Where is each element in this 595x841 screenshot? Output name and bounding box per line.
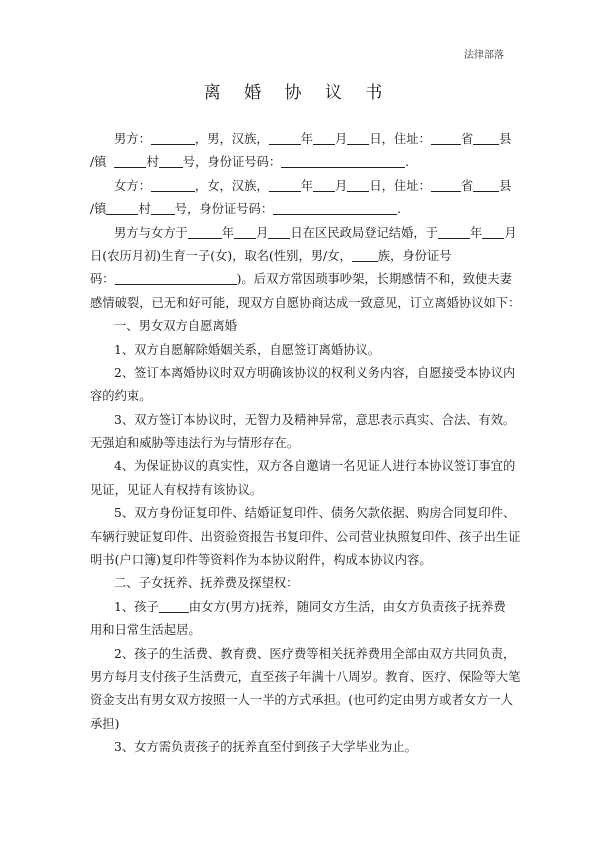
clause-1-3: 3、双方签订本协议时，无智力及精神异常，意思表示真实、合法、有效。 [114, 412, 516, 427]
blank-field[interactable] [159, 599, 189, 613]
man-info-line-2: /镇 村 号，身份证号码： . [90, 155, 410, 170]
blank-field[interactable] [159, 154, 183, 168]
marriage-line-3: 码： )。后双方常因琐事吵架，长期感情不和，致使夫妻 [90, 272, 512, 287]
clause-1-4-cont: 见证，见证人有权持有该协议。 [90, 482, 263, 497]
blank-field[interactable] [313, 131, 335, 145]
woman-info-line-2: /镇 村 号，身份证号码： . [90, 202, 402, 217]
clause-2-1: 1、孩子 由女方(男方)抚养，随同女方生活，由女方负责孩子抚养费 [114, 599, 506, 614]
blank-field[interactable] [151, 131, 195, 145]
blank-field[interactable] [438, 225, 470, 239]
clause-1-4: 4、为保证协议的真实性，双方各自邀请一名见证人进行本协议签订事宜的 [114, 459, 516, 474]
document-title: 离 婚 协 议 书 [203, 83, 392, 103]
id-number-field[interactable] [115, 271, 237, 285]
blank-field[interactable] [269, 178, 301, 192]
blank-field[interactable] [431, 131, 461, 145]
source-tag: 法律部落 [464, 50, 504, 61]
clause-2-2-cont: 承担) [90, 716, 120, 731]
clause-1-5-cont: 车辆行驶证复印件、出资验资报告书复印件、公司营业执照复印件、孩子出生证 [90, 529, 521, 544]
marriage-line-4: 感情破裂，已无和好可能，现双方自愿协商达成一致意见，订立离婚协议如下： [90, 295, 521, 310]
marriage-line-2: 日(农历月初)生育一子(女)，取名(性别，男/女， 族，身份证号 [90, 248, 452, 263]
clause-1-5-cont: 明书(户口簿)复印件等资料作为本协议附件，构成本协议内容。 [90, 553, 432, 568]
blank-field[interactable] [151, 178, 195, 192]
clause-1-3-cont: 无强迫和威胁等违法行为与情形存在。 [90, 436, 300, 451]
blank-field[interactable] [482, 225, 504, 239]
clause-2-2: 2、孩子的生活费、教育费、医疗费等相关抚养费用全部由双方共同负责， [114, 646, 516, 661]
blank-field[interactable] [347, 131, 369, 145]
clause-2-2-cont: 男方每月支付孩子生活费元，直至孩子年满十八周岁。教育、医疗、保险等大笔 [90, 669, 521, 684]
blank-field[interactable] [269, 131, 301, 145]
blank-field[interactable] [347, 178, 369, 192]
blank-field[interactable] [268, 225, 290, 239]
blank-field[interactable] [352, 248, 378, 262]
id-number-field[interactable] [281, 154, 405, 168]
blank-field[interactable] [431, 178, 461, 192]
blank-field[interactable] [473, 131, 499, 145]
woman-info-line-1: 女方： ，女，汉族， 年 月 日，住址： 省 县 [114, 178, 512, 193]
clause-2-2-cont: 资金支出有男女双方按照一人一半的方式承担。(也可约定由男方或者女方一人 [90, 693, 513, 708]
document-body [90, 128, 521, 760]
id-number-field[interactable] [273, 201, 397, 215]
blank-field[interactable] [188, 225, 222, 239]
section-1-heading: 一、男女双方自愿离婚 [114, 319, 237, 334]
clause-1-5: 5、双方身份证复印件、结婚证复印件、债务欠款依据、购房合同复印件、 [114, 506, 516, 521]
blank-field[interactable] [106, 201, 138, 215]
clause-1-1: 1、双方自愿解除婚姻关系，自愿签订离婚协议。 [114, 342, 381, 357]
blank-field[interactable] [114, 154, 146, 168]
section-2-heading: 二、子女抚养、抚养费及探望权： [114, 576, 299, 591]
blank-field[interactable] [473, 178, 499, 192]
blank-field[interactable] [234, 225, 256, 239]
man-info-line-1: 男方： ，男，汉族， 年 月 日，住址： 省 县 [114, 132, 512, 146]
marriage-line-1: 男方与女方于 年 月 日在区民政局登记结婚，于 年 月 [114, 225, 517, 240]
blank-field[interactable] [313, 178, 335, 192]
clause-1-2-cont: 容的约束。 [90, 389, 152, 404]
blank-field[interactable] [151, 201, 175, 215]
clause-2-1-cont: 用和日常生活起居。 [90, 623, 201, 638]
clause-1-2: 2、签订本离婚协议时双方明确该协议的权利义务内容，自愿接受本协议内 [114, 365, 516, 380]
clause-2-3: 3、女方需负责孩子的抚养直至付到孩子大学毕业为止。 [114, 740, 417, 755]
